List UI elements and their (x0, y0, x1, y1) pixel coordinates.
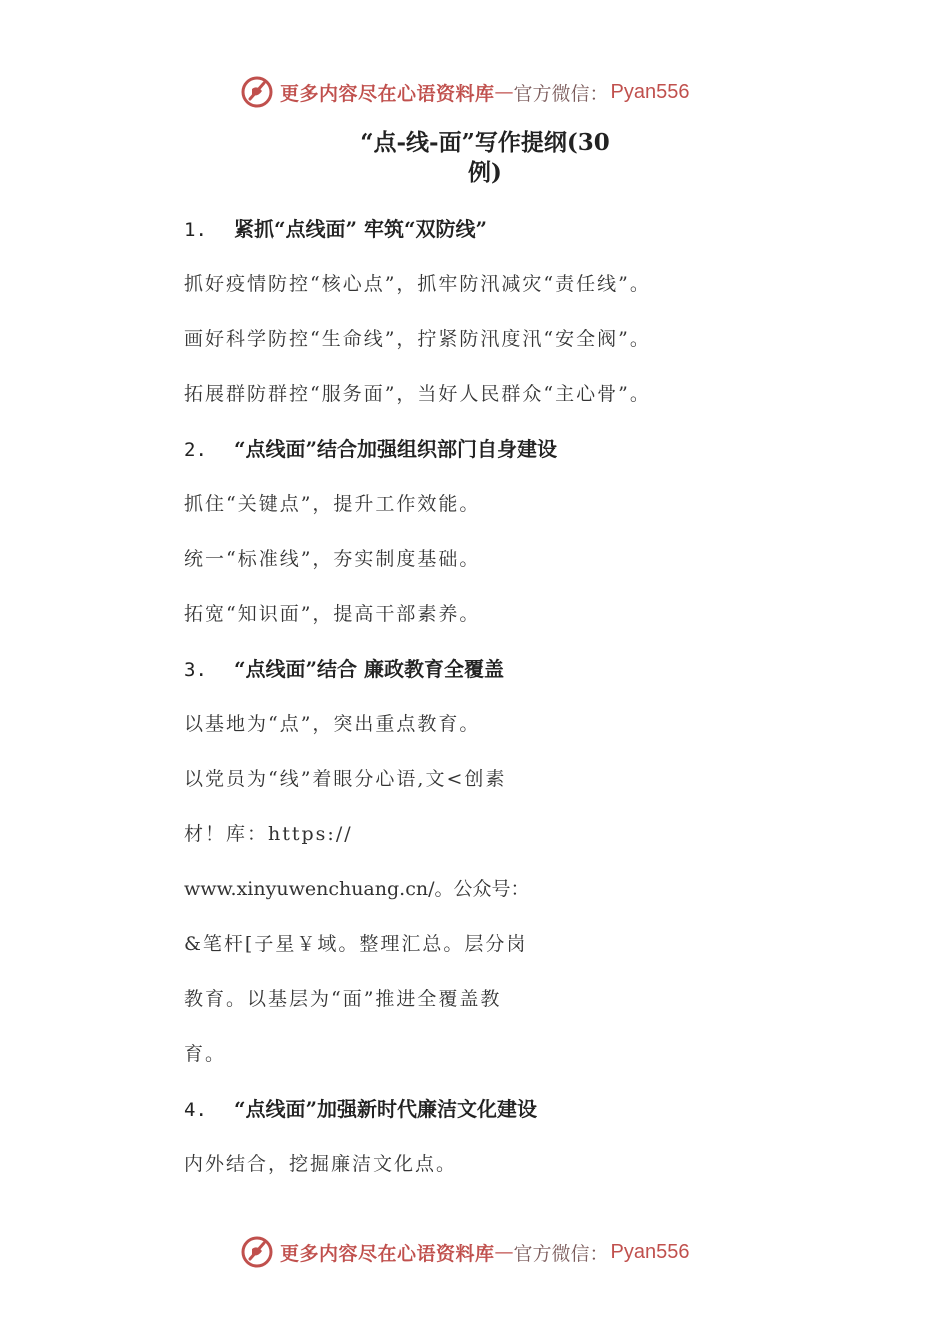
section-heading-text: “点线面”结合 廉政教育全覆盖 (234, 657, 504, 681)
xinyu-logo-icon (240, 1235, 274, 1269)
banner-library-text: 更多内容尽在心语资料库 (280, 1242, 495, 1265)
body-line: 材！库：https:// (184, 823, 353, 845)
banner-wechat-id: Pyan556 (610, 1240, 690, 1263)
xinyu-logo-icon (240, 75, 274, 109)
body-line: 抓好疫情防控“核心点”，抓牢防汛减灾“责任线”。 (184, 273, 651, 295)
body-line: 画好科学防控“生命线”，拧紧防汛度汛“安全阀”。 (184, 328, 651, 350)
body-line: 拓宽“知识面”，提高干部素养。 (184, 603, 481, 625)
section-heading-2 (184, 435, 557, 464)
watermark-banner-top (240, 72, 760, 112)
section-heading-text: 紧抓“点线面” 牢筑“双防线” (234, 217, 487, 241)
document-title (330, 128, 640, 188)
section-heading-1 (184, 215, 487, 244)
body-line: 以党员为“线”着眼分心语,文<创素 (184, 768, 507, 790)
body-line: 统一“标准线”，夯实制度基础。 (184, 548, 481, 570)
section-number: 4. (184, 1099, 207, 1121)
body-line-url: www.xinyuwenchuang.cn/。公众号： (184, 878, 530, 900)
section-number: 1. (184, 219, 207, 241)
banner-wechat-label: 官方微信： (513, 1242, 609, 1265)
body-line: 拓展群防群控“服务面”，当好人民群众“主心骨”。 (184, 383, 651, 405)
document-title-line2: 例) (468, 159, 502, 186)
section-heading-3 (184, 655, 504, 684)
section-heading-4 (184, 1095, 537, 1124)
watermark-banner-bottom (240, 1232, 760, 1272)
body-line: 内外结合，挖掘廉洁文化点。 (184, 1153, 458, 1175)
banner-separator: — (494, 1241, 514, 1263)
section-number: 2. (184, 439, 207, 461)
section-heading-text: “点线面”结合加强组织部门自身建设 (234, 437, 558, 461)
body-line: 抓住“关键点”，提升工作效能。 (184, 493, 481, 515)
section-heading-text: “点线面”加强新时代廉洁文化建设 (234, 1097, 538, 1121)
body-line: 以基地为“点”，突出重点教育。 (184, 713, 481, 735)
body-line: 教育。以基层为“面”推进全覆盖教 (184, 988, 502, 1010)
body-line: &笔杆[子星￥域。整理汇总。层分岗 (184, 933, 528, 955)
body-line: 育。 (184, 1043, 227, 1065)
banner-wechat-id: Pyan556 (610, 80, 690, 103)
banner-library-text: 更多内容尽在心语资料库 (280, 82, 495, 105)
section-number: 3. (184, 659, 207, 681)
banner-separator: — (494, 81, 514, 103)
banner-wechat-label: 官方微信： (513, 82, 609, 105)
document-title-line1: “点-线-面”写作提纲(30 (360, 129, 610, 156)
